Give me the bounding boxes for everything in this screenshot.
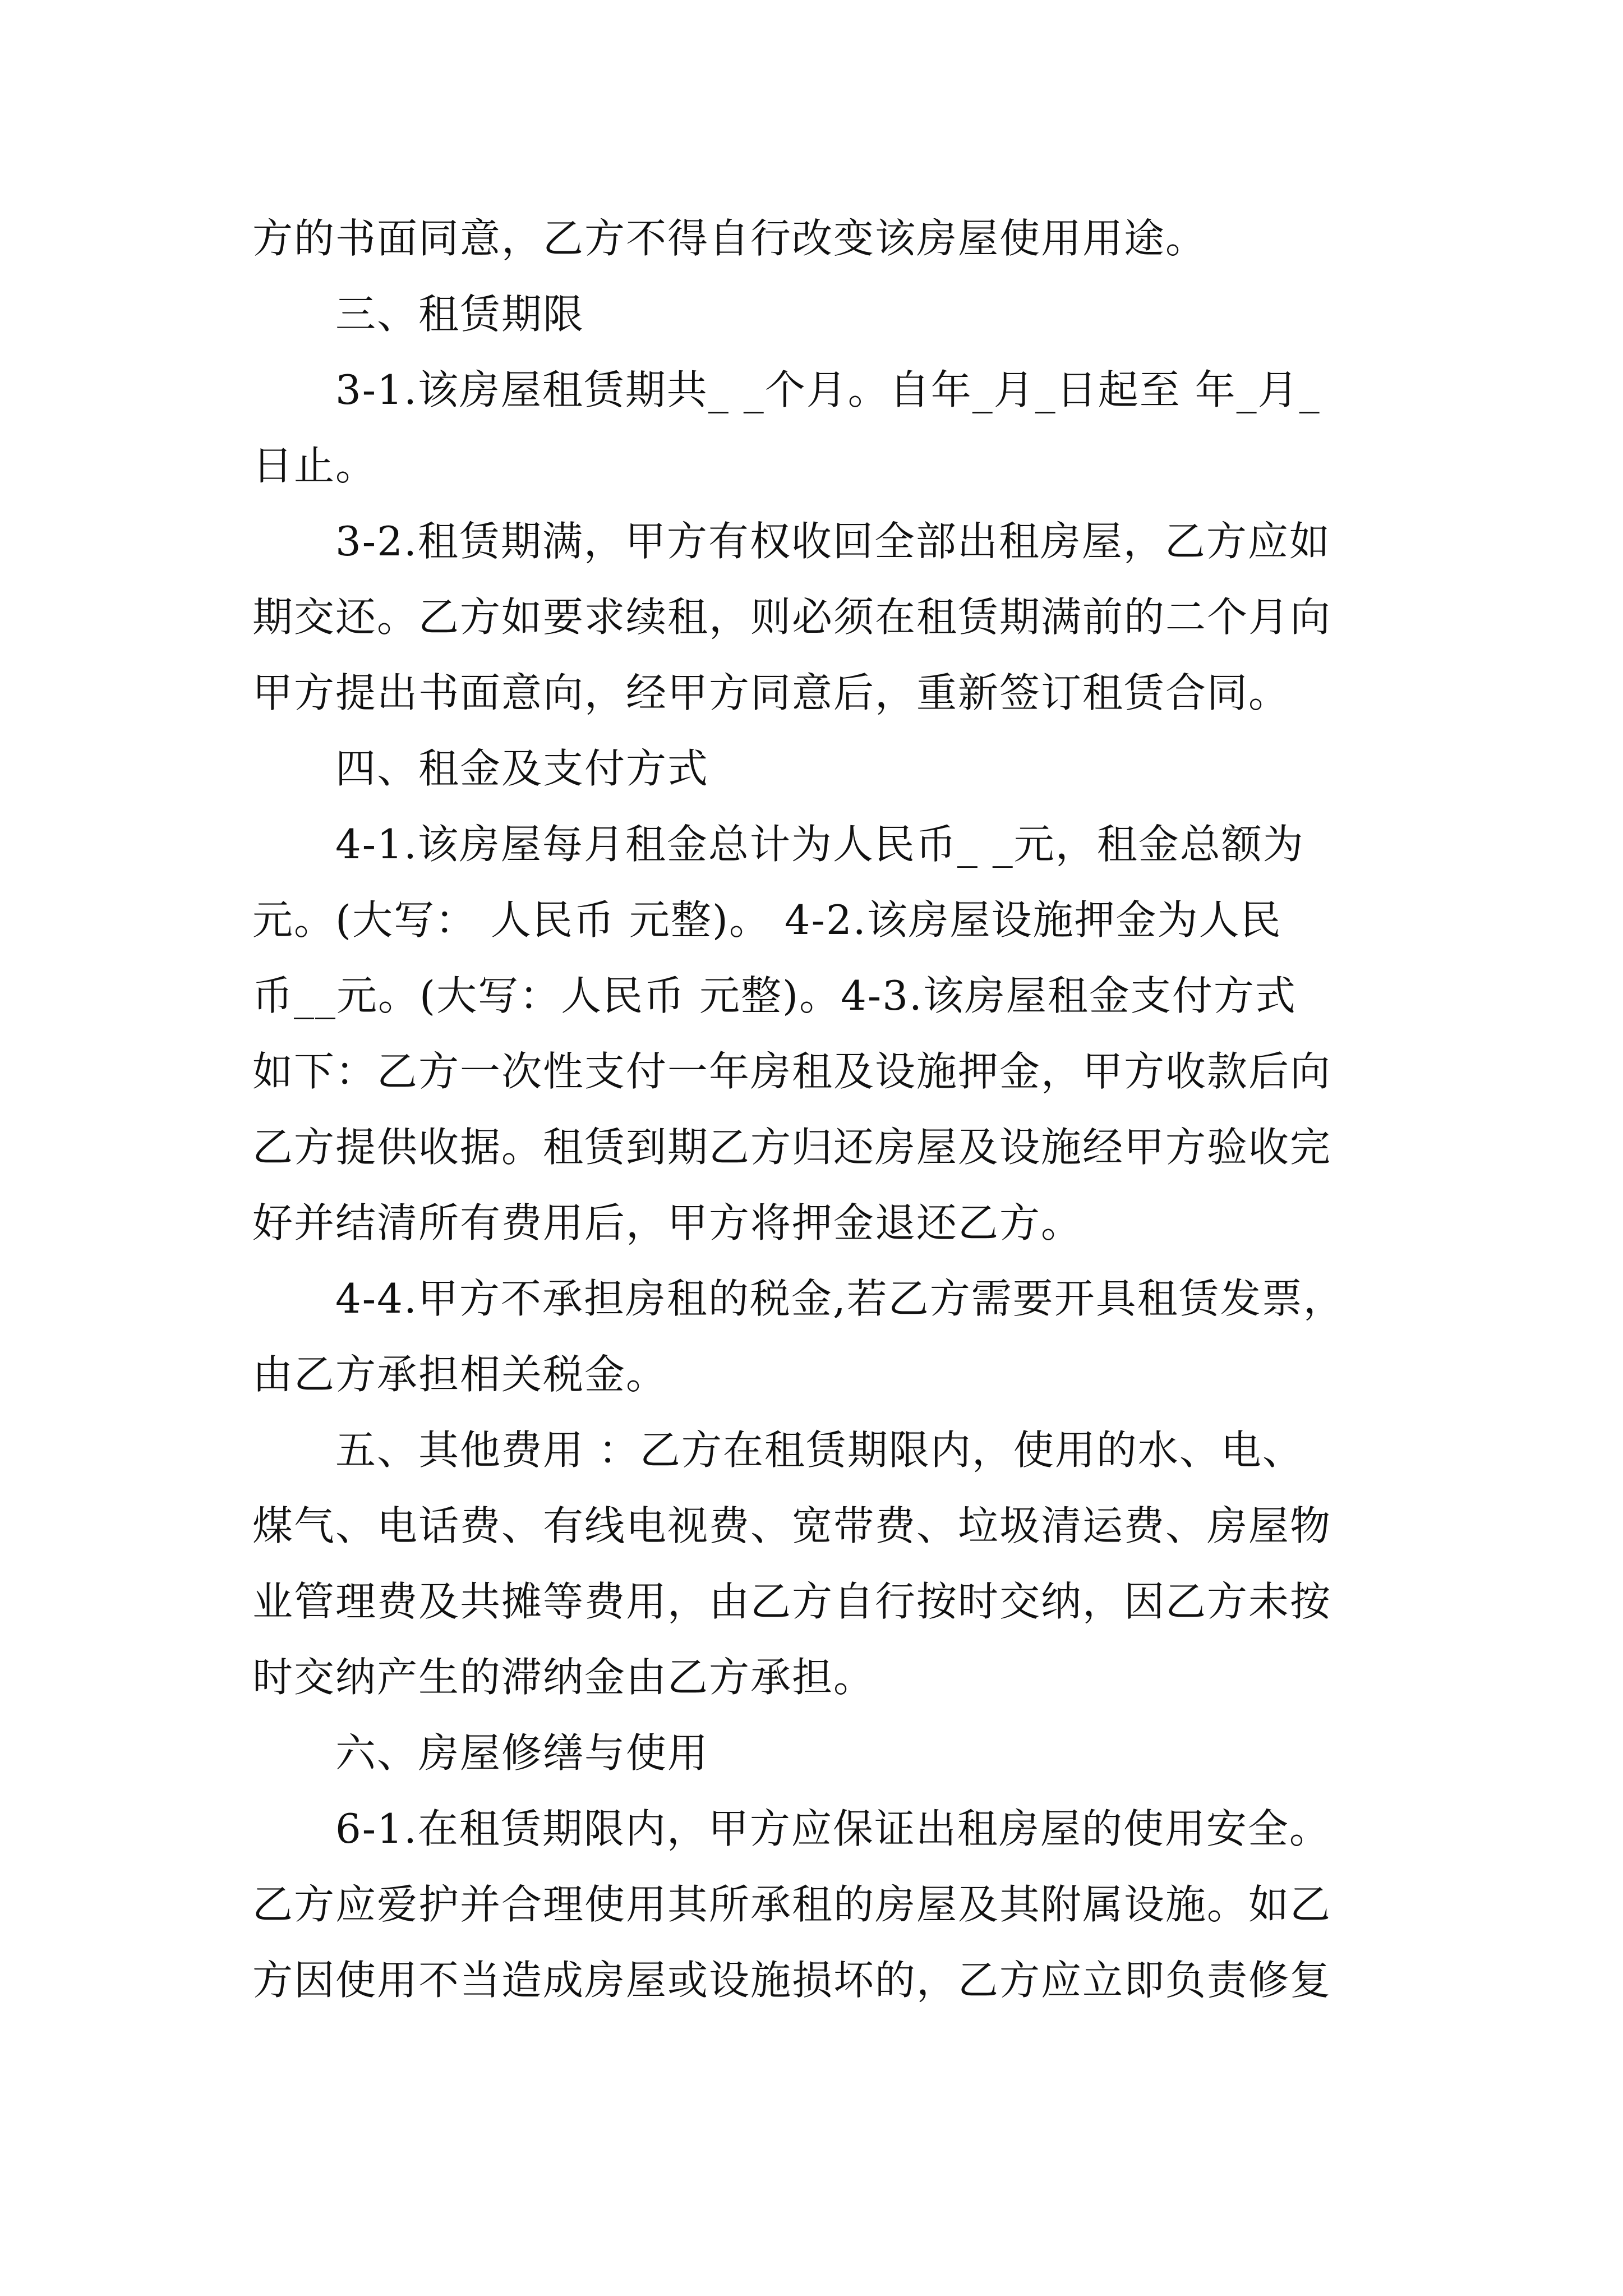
text-line: 由乙方承担相关税金。: [252, 1351, 668, 1398]
text-line: 4-4.甲方不承担房租的税金,若乙方需要开具租赁发票，: [335, 1275, 1345, 1322]
text-line: 3-2.租赁期满，甲方有权收回全部出租房屋，乙方应如: [335, 518, 1331, 565]
text-line: 币__元。(大写：人民币 元整)。4-3.该房屋租金支付方式: [252, 972, 1297, 1019]
section-heading: 三、租赁期限: [335, 291, 585, 338]
text-line: 方的书面同意，乙方不得自行改变该房屋使用用途。: [252, 215, 1207, 262]
text-line: 甲方提出书面意向，经甲方同意后，重新签订租赁合同。: [252, 669, 1290, 716]
text-line: 元。(大写： 人民币 元整)。 4-2.该房屋设施押金为人民: [252, 896, 1282, 944]
text-line: 方因使用不当造成房屋或设施损坏的，乙方应立即负责修复: [252, 1957, 1332, 2004]
text-line: 如下：乙方一次性支付一年房租及设施押金，甲方收款后向: [252, 1048, 1332, 1095]
text-line: 煤气、电话费、有线电视费、宽带费、垃圾清运费、房屋物: [252, 1502, 1332, 1549]
section-heading: 五、其他费用 ：乙方在租赁期限内，使用的水、电、: [335, 1427, 1304, 1474]
text-line: 日止。: [252, 442, 377, 489]
text-line: 期交还。乙方如要求续租，则必须在租赁期满前的二个月向: [252, 593, 1332, 641]
section-heading: 六、房屋修缮与使用: [335, 1729, 709, 1777]
text-line: 业管理费及共摊等费用，由乙方自行按时交纳，因乙方未按: [252, 1578, 1332, 1625]
section-heading: 四、租金及支付方式: [335, 745, 709, 792]
text-line: 4-1.该房屋每月租金总计为人民币_ _元，租金总额为: [335, 821, 1304, 868]
text-line: 3-1.该房屋租赁期共_ _个月。自年_月_日起至 年_月_: [335, 366, 1321, 413]
text-line: 时交纳产生的滞纳金由乙方承担。: [252, 1654, 875, 1701]
text-line: 6-1.在租赁期限内，甲方应保证出租房屋的使用安全。: [335, 1805, 1331, 1852]
text-line: 好并结清所有费用后，甲方将押金退还乙方。: [252, 1199, 1083, 1246]
text-line: 乙方应爱护并合理使用其所承租的房屋及其附属设施。如乙: [252, 1881, 1332, 1928]
text-line: 乙方提供收据。租赁到期乙方归还房屋及设施经甲方验收完: [252, 1124, 1332, 1171]
